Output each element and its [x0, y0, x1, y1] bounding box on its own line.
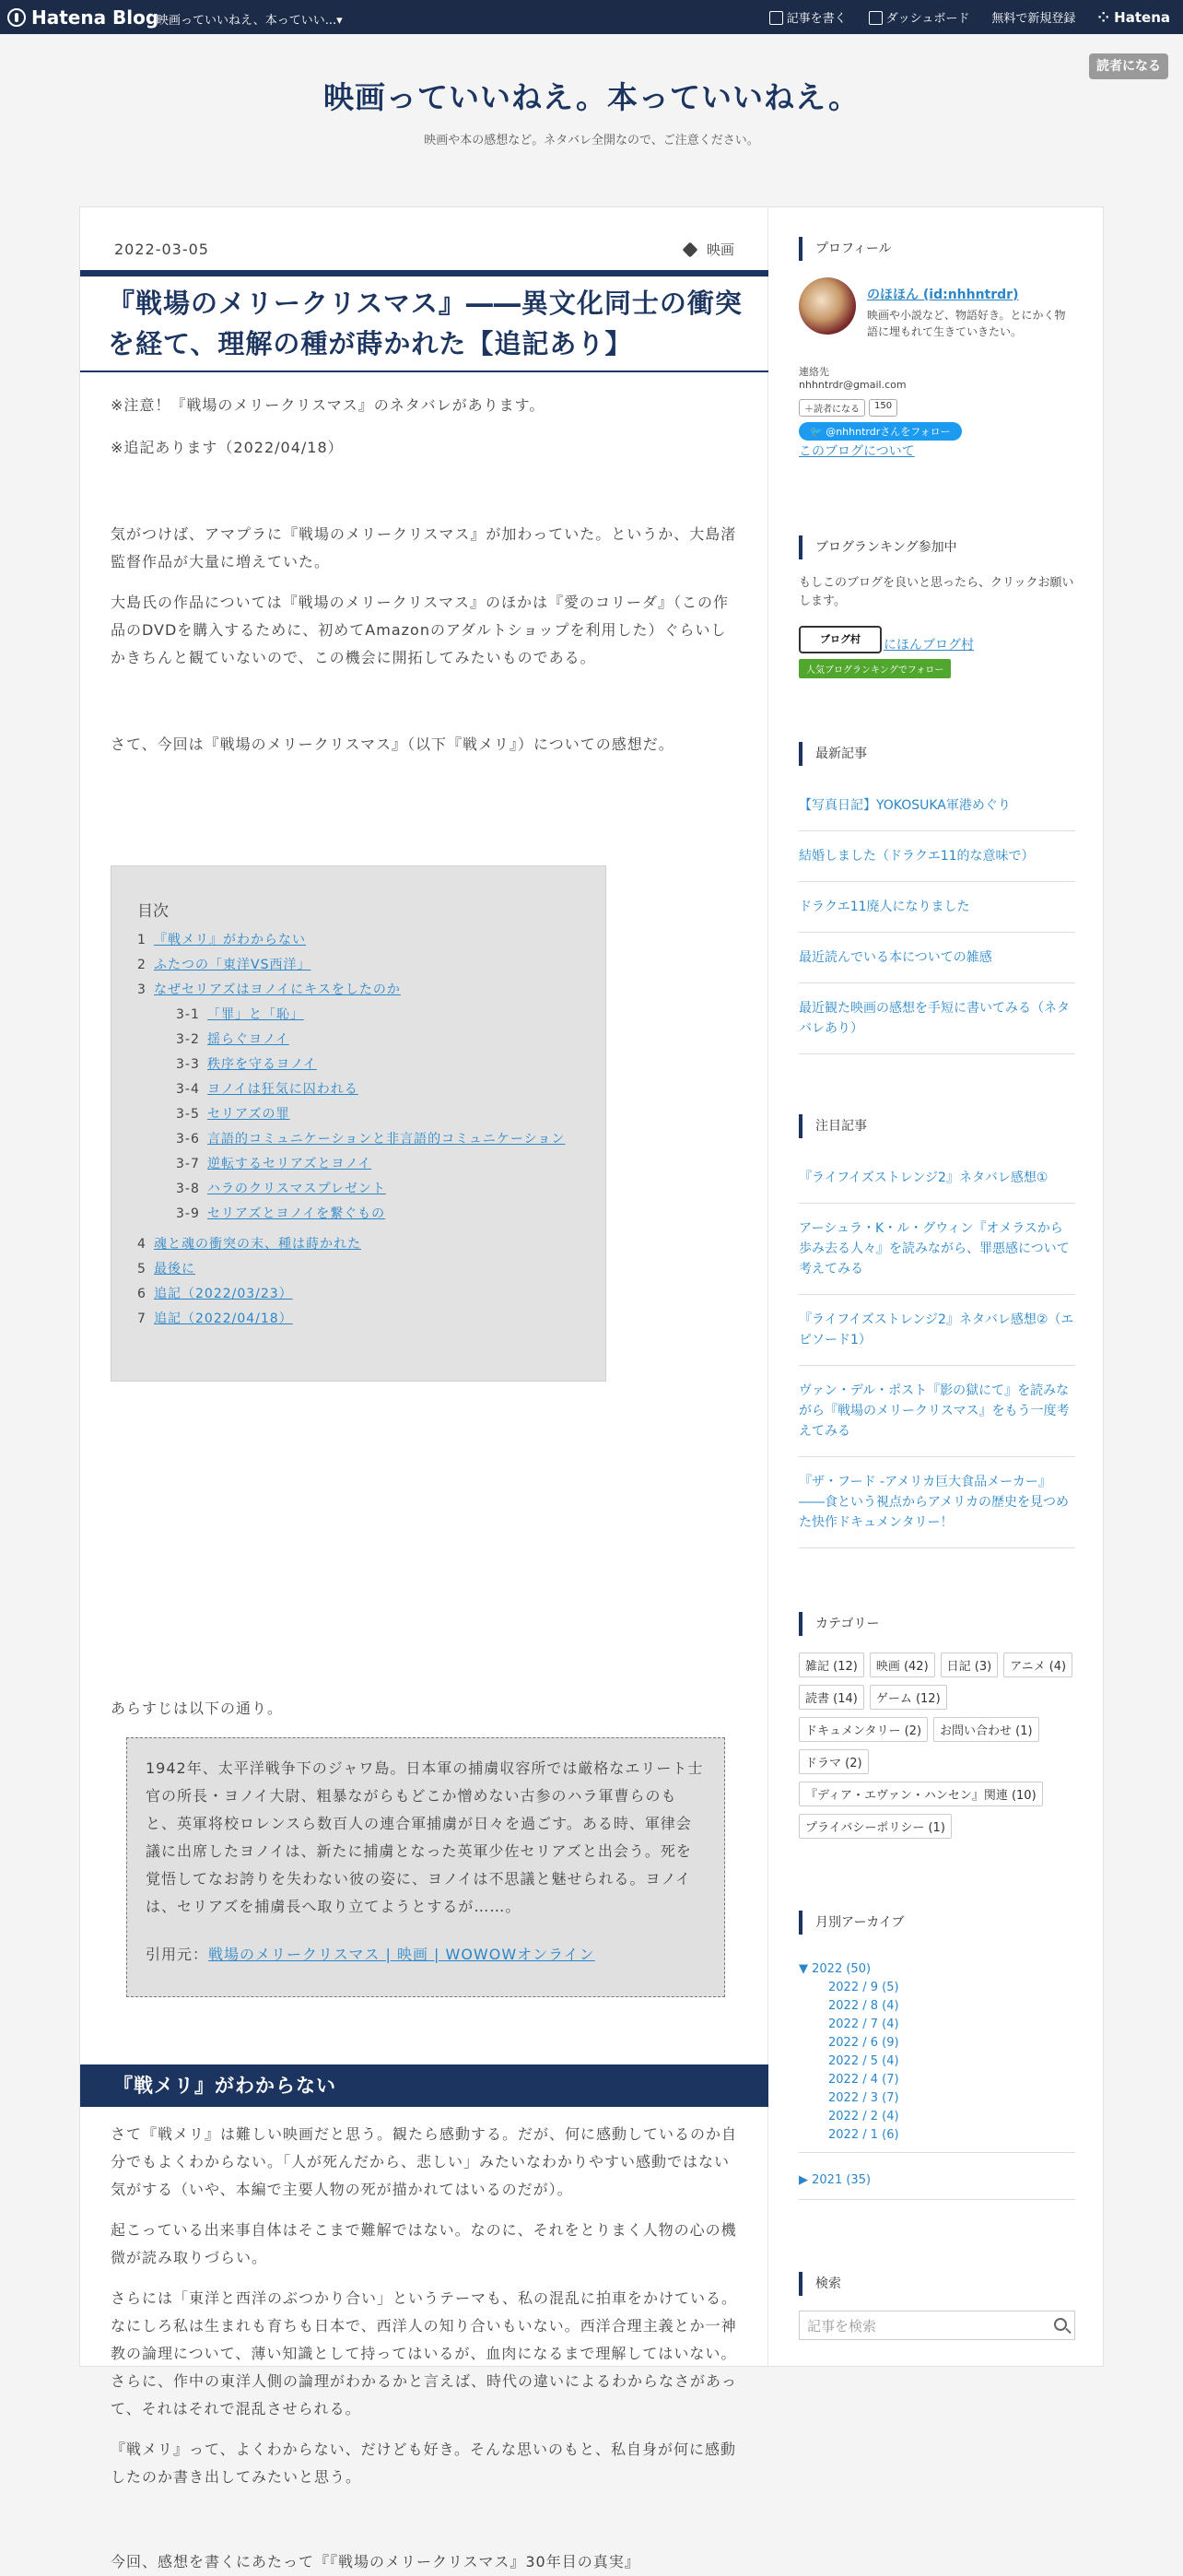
- entry-date[interactable]: 2022-03-05: [114, 241, 209, 258]
- section-heading: 『戦メリ』がわからない: [80, 2064, 768, 2107]
- ranking-follow-button[interactable]: [799, 659, 951, 678]
- paragraph: 今回、感想を書くにあたって『『戦場のメリークリスマス』30年目の真実』: [111, 2553, 640, 2570]
- toc-subitem[interactable]: [137, 1028, 580, 1053]
- brand-label: Hatena Blog: [31, 6, 159, 29]
- subscribe-button[interactable]: 読者になる: [1089, 53, 1168, 79]
- module-title: カテゴリー: [799, 1612, 1075, 1636]
- twitter-follow-button[interactable]: [799, 421, 962, 441]
- module-title: 注目記事: [799, 1114, 1075, 1138]
- toc-subitem[interactable]: [137, 1077, 580, 1102]
- twitter-bird-icon: 🐦: [810, 426, 826, 438]
- toc-title: 目次: [137, 902, 169, 921]
- toc-item[interactable]: [137, 1232, 580, 1257]
- about-blog-label: このブログについて: [799, 444, 915, 459]
- archive-year-2021[interactable]: ▶ 2021 (35): [799, 2173, 872, 2187]
- entry-title[interactable]: 『戦場のメリークリスマス』――異文化同士の衝突を経て、理解の種が蒔かれた【追記あり】: [108, 288, 743, 359]
- search-placeholder: 記事を検索: [807, 2318, 877, 2335]
- category-tag[interactable]: 日記 (3): [941, 1653, 999, 1677]
- hatena-blog-logo[interactable]: [7, 6, 158, 29]
- paragraph: さらには「東洋と西洋のぶつかり合い」というテーマも、私の混乱に拍車をかけている。なにしろ私は生まれも育ちも日本で、西洋人の知り合いもいない。西洋合理主義とか一神教の論理について、薄い知識として持ってはいるが、血肉になるまで理解してはいない。さらに、作中の東洋人側の論理がわかるかと言えば、時代の違いによるわからなさがあって、それはそれで混乱させられる。: [111, 2289, 738, 2417]
- archive-month-link[interactable]: 2022 / 5 (4): [828, 2054, 899, 2068]
- toc-link[interactable]: なぜセリアズはヨノイにキスをしたのか: [154, 982, 401, 997]
- paragraph: 起こっている出来事自体はそこまで難解ではない。なのに、それをとりまく人物の心の機微が読み取りづらい。: [111, 2221, 737, 2266]
- toc-number: 7: [137, 1312, 146, 1326]
- recent-post-link[interactable]: 結婚しました（ドラクエ11的な意味で）: [799, 831, 1075, 882]
- write-post-label: 記事を書く: [786, 12, 847, 26]
- toc-subitem[interactable]: [137, 1003, 580, 1028]
- toc-link[interactable]: 「罪」と「恥」: [207, 1007, 304, 1022]
- toc-subitem[interactable]: [137, 1152, 580, 1177]
- toc-link[interactable]: 揺らぐヨノイ: [207, 1032, 289, 1047]
- toc-item[interactable]: [137, 928, 580, 953]
- toc-number: 3-8: [176, 1182, 200, 1196]
- write-post-link[interactable]: [769, 8, 847, 26]
- cite-prefix: 引用元：: [146, 1946, 209, 1963]
- toc-number: 3-5: [176, 1107, 200, 1122]
- toc-link[interactable]: 最後に: [154, 1262, 195, 1276]
- reader-button[interactable]: [799, 399, 865, 417]
- toc-link[interactable]: ふたつの「東洋VS西洋」: [154, 958, 311, 972]
- title-bar: [80, 270, 768, 276]
- category-tag[interactable]: 『ディア・エヴァン・ハンセン』関連 (10): [799, 1782, 1043, 1806]
- toc-number: 6: [137, 1287, 146, 1301]
- paragraph: さて『戦メリ』は難しい映画だと思う。観たら感動する。だが、何に感動しているのか自分でもよくわからない。「人が死んだから、悲しい」みたいなわかりやすい感動ではない気がする（いや、本編で主要人物の死が描かれてはいるのだが）。: [111, 2125, 738, 2198]
- blogmura-badge[interactable]: ブログ村: [799, 626, 882, 653]
- archive-month-link[interactable]: 2022 / 7 (4): [828, 2017, 899, 2031]
- paragraph: さて、今回は『戦場のメリークリスマス』（以下『戦メリ』）についての感想だ。: [111, 735, 674, 753]
- module-title: 月別アーカイブ: [799, 1911, 1075, 1935]
- toc-subitem[interactable]: [137, 1102, 580, 1127]
- plus-icon: ＋: [804, 405, 814, 415]
- blogmura-link[interactable]: にほんブログ村: [884, 638, 974, 653]
- recent-post-link[interactable]: 【写真日記】YOKOSUKA軍港めぐり: [799, 781, 1075, 831]
- twitter-label: @nhhntrdrさんをフォロー: [826, 426, 951, 438]
- search-input[interactable]: [799, 2311, 1075, 2340]
- featured-post-link[interactable]: ヴァン・デル・ポスト『影の獄にて』を読みながら『戦場のメリークリスマス』をもう一度考えてみる: [799, 1366, 1075, 1457]
- toc-number: 3: [137, 982, 146, 997]
- tag-icon: [682, 242, 697, 258]
- archive-month-link[interactable]: 2022 / 1 (6): [828, 2128, 899, 2142]
- module-title: 検索: [799, 2272, 1075, 2296]
- featured-posts-module: [799, 1114, 1075, 1530]
- entry-category[interactable]: [685, 240, 734, 259]
- contact-email: nhhntrdr@gmail.com: [799, 379, 907, 391]
- toc-link[interactable]: 秩序を守るヨノイ: [207, 1057, 317, 1072]
- quote-text: 1942年、太平洋戦争下のジャワ島。日本軍の捕虜収容所では厳格なエリート士官の所長・ヨノイ大尉、粗暴ながらもどこか憎めない古参のハラ軍曹らのもと、英軍将校ロレンスら数百人の連合軍捕虜が日々を過ごす。ある時、軍律会議に出席したヨノイは、新たに捕虜となった英軍少佐セリアズと出会う。死を覚悟してなお誇りを失わない彼の姿に、ヨノイは不思議と魅せられる。ヨノイは、セリアズを捕虜長へ取り立てようとするが……。: [146, 1759, 704, 1915]
- search-module: [799, 2272, 1075, 2335]
- hatena-menu[interactable]: [1097, 9, 1170, 26]
- site-description: 映画や本の感想など。ネタバレ全開なので、ご注意ください。: [424, 134, 759, 147]
- reader-widget: [799, 399, 897, 417]
- paragraph: 大島氏の作品については『戦場のメリークリスマス』のほかは『愛のコリーダ』（この作品のDVDを購入するために、初めてAmazonのアダルトショップを利用した）ぐらいしかきちんと観ていないので、この機会に開拓してみたいものである。: [111, 594, 730, 666]
- site-title[interactable]: 映画っていいねえ。本っていいねえ。: [323, 79, 860, 115]
- dashboard-label: ダッシュボード: [885, 12, 970, 26]
- content-area: [79, 206, 1104, 2570]
- entry-category-label: 映画: [706, 241, 734, 258]
- category-tag[interactable]: ドキュメンタリー (2): [799, 1717, 928, 1742]
- paragraph: ※注意！『戦場のメリークリスマス』のネタバレがあります。: [111, 396, 545, 414]
- dashboard-link[interactable]: [869, 8, 970, 26]
- module-title: 最新記事: [799, 742, 1075, 766]
- recent-post-link[interactable]: 最近読んでいる本についての雑感: [799, 933, 1075, 983]
- toc-subitem[interactable]: [137, 1202, 580, 1227]
- toc-link[interactable]: 魂と魂の衝突の末、種は蒔かれた: [154, 1237, 361, 1252]
- paragraph: 気がつけば、アマプラに『戦場のメリークリスマス』が加わっていた。というか、大島渚監督作品が大量に増えていた。: [111, 525, 737, 570]
- category-list: [799, 1653, 1075, 1839]
- archive-year-2022[interactable]: ▼ 2022 (50): [799, 1962, 872, 1976]
- module-title: プロフィール: [799, 237, 1075, 261]
- category-tag[interactable]: ゲーム (12): [870, 1685, 947, 1710]
- ranking-description: もしこのブログを良いと思ったら、クリックお願いします。: [799, 576, 1074, 608]
- reader-button-label: 読者になる: [814, 405, 860, 415]
- archive-month-link[interactable]: 2022 / 4 (7): [828, 2073, 899, 2087]
- quote-citation: [146, 1943, 706, 1964]
- featured-post-link[interactable]: アーシュラ・K・ル・グウィン『オメラスから歩み去る人々』を読みながら、罪悪感について考えてみる: [799, 1204, 1075, 1295]
- search-icon[interactable]: [1054, 2318, 1067, 2331]
- toc-link[interactable]: 『戦メリ』がわからない: [154, 933, 306, 947]
- toc-number: 3-2: [176, 1032, 200, 1047]
- toc-number: 3-7: [176, 1157, 200, 1171]
- archive-module: [799, 1911, 1075, 2187]
- ranking-module: [799, 535, 1075, 676]
- toc-link[interactable]: 追記（2022/04/18）: [154, 1312, 293, 1326]
- hatena-top-bar: [0, 0, 1183, 34]
- paragraph: あらすじは以下の通り。: [111, 1700, 284, 1717]
- toc-number: 1: [137, 933, 146, 947]
- toc-item[interactable]: [137, 1282, 580, 1307]
- toc-subitem[interactable]: [137, 1053, 580, 1077]
- module-title: ブログランキング参加中: [799, 535, 1075, 559]
- toc-number: 3-3: [176, 1057, 200, 1072]
- profile-module: [799, 237, 1075, 459]
- dashboard-icon: [869, 11, 883, 25]
- toc-item[interactable]: [137, 953, 580, 978]
- categories-module: [799, 1612, 1075, 1835]
- toc-item[interactable]: [137, 978, 580, 1003]
- profile-name-link[interactable]: のほほん (id:nhhntrdr): [867, 288, 1019, 302]
- category-tag[interactable]: アニメ (4): [1003, 1653, 1072, 1677]
- avatar[interactable]: [799, 277, 856, 335]
- paragraph: ※追記あります（2022/04/18）: [111, 439, 344, 456]
- category-tag[interactable]: 読書 (14): [799, 1685, 864, 1710]
- contact-label: 連絡先: [799, 366, 829, 378]
- toc-link[interactable]: 言語的コミュニケーションと非言語的コミュニケーション: [207, 1132, 566, 1147]
- toc-number: 5: [137, 1262, 146, 1276]
- category-tag[interactable]: 映画 (42): [870, 1653, 935, 1677]
- toc-link[interactable]: ヨノイは狂気に囚われる: [207, 1082, 358, 1097]
- pencil-icon: [769, 11, 783, 25]
- toc-number: 3-9: [176, 1206, 200, 1221]
- toc-link[interactable]: セリアズとヨノイを繋ぐもの: [207, 1206, 386, 1221]
- recent-post-link[interactable]: ドラクエ11廃人になりました: [799, 882, 1075, 933]
- toc-item[interactable]: [137, 1307, 580, 1332]
- toc-number: 2: [137, 958, 146, 972]
- featured-post-link[interactable]: 『ザ・フード -アメリカ巨大食品メーカー』――食という視点からアメリカの歴史を見つめた快作ドキュメンタリー！: [799, 1457, 1075, 1548]
- toc-number: 3-6: [176, 1132, 200, 1147]
- hatena-label: Hatena: [1114, 8, 1170, 26]
- hatena-dots-icon: ⁘: [1097, 8, 1115, 26]
- profile-description: 映画や小説など、物語好き。とにかく物語に埋もれて生きていきたい。: [867, 309, 1066, 338]
- toc-number: 4: [137, 1237, 146, 1252]
- profile-name[interactable]: [867, 285, 1018, 303]
- toc-link[interactable]: セリアズの罪: [207, 1107, 290, 1122]
- category-tag[interactable]: プライバシーポリシー (1): [799, 1814, 952, 1839]
- recent-post-link[interactable]: 最近観た映画の感想を手短に書いてみる（ネタバレあり）: [799, 983, 1075, 1054]
- toc-subitem[interactable]: [137, 1177, 580, 1202]
- featured-post-link[interactable]: 『ライフイズストレンジ2』ネタバレ感想②（エピソード1）: [799, 1295, 1075, 1366]
- category-tag[interactable]: ドラマ (2): [799, 1749, 869, 1774]
- entry-main: [80, 207, 768, 2570]
- toc-item[interactable]: [137, 1257, 580, 1282]
- hatena-logo-icon: [7, 8, 26, 27]
- signup-link[interactable]: 無料で新規登録: [991, 12, 1076, 26]
- blockquote: [126, 1737, 725, 1997]
- archive-month-link[interactable]: 2022 / 9 (5): [828, 1981, 899, 1994]
- paragraph: 『戦メリ』って、よくわからない、だけども好き。そんな思いのもと、私自身が何に感動したのか書き出してみたいと思う。: [111, 2441, 737, 2486]
- featured-post-link[interactable]: 『ライフイズストレンジ2』ネタバレ感想①: [799, 1153, 1075, 1204]
- reader-count: 150: [869, 399, 897, 417]
- toc-link[interactable]: ハラのクリスマスプレゼント: [207, 1182, 386, 1196]
- ranking-follow-label: 人気ブログランキングでフォロー: [799, 659, 951, 678]
- toc-link[interactable]: 逆転するセリアズとヨノイ: [207, 1157, 372, 1171]
- category-tag[interactable]: 雑記 (12): [799, 1653, 864, 1677]
- toc-subitem[interactable]: [137, 1127, 580, 1152]
- archive-month-link[interactable]: 2022 / 3 (7): [828, 2091, 899, 2105]
- toc-link[interactable]: 追記（2022/03/23）: [154, 1287, 293, 1301]
- cite-link[interactable]: 戦場のメリークリスマス | 映画 | WOWOWオンライン: [208, 1946, 595, 1963]
- toc-number: 3-4: [176, 1082, 200, 1097]
- toc-number: 3-1: [176, 1007, 200, 1022]
- about-blog-link[interactable]: [799, 441, 915, 460]
- archive-month-link[interactable]: 2022 / 6 (9): [828, 2036, 899, 2050]
- recent-posts-module: [799, 742, 1075, 1036]
- archive-month-link[interactable]: 2022 / 8 (4): [828, 1999, 899, 2013]
- title-divider: [80, 371, 768, 372]
- blog-selector[interactable]: 映画っていいねえ、本っていい...▾: [157, 14, 343, 28]
- blogmura-widget: [799, 626, 974, 653]
- site-header: [0, 74, 1183, 147]
- category-tag[interactable]: お問い合わせ (1): [933, 1717, 1039, 1742]
- table-of-contents: [111, 865, 606, 1382]
- archive-month-link[interactable]: 2022 / 2 (4): [828, 2110, 899, 2123]
